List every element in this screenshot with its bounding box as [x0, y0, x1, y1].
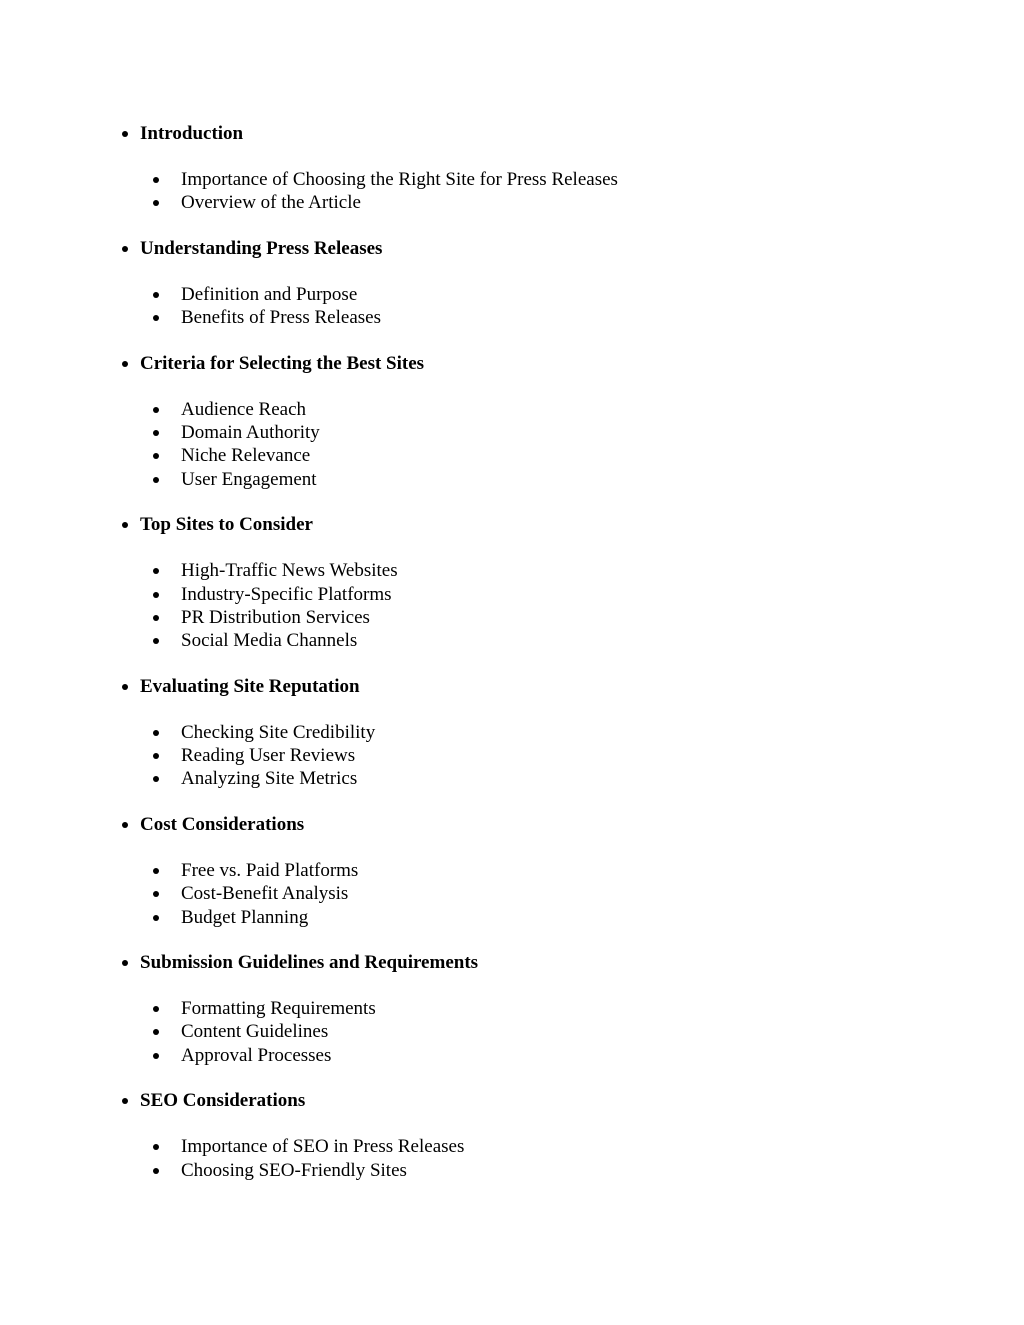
sub-list: [0, 997, 1024, 1067]
list-item: [0, 906, 1024, 929]
section-heading-text: Cost Considerations: [140, 813, 305, 835]
list-item: [0, 421, 1024, 444]
list-item-text: Approval Processes: [181, 1044, 332, 1066]
bullet-icon: [153, 177, 159, 183]
section-heading-text: Submission Guidelines and Requirements: [140, 952, 479, 974]
section-heading: [0, 951, 1024, 975]
bullet-icon: [153, 776, 159, 782]
list-item: [0, 1020, 1024, 1043]
sub-list: [0, 859, 1024, 929]
list-item: [0, 444, 1024, 467]
section-heading-text: Introduction: [140, 123, 244, 144]
list-item: [0, 559, 1024, 582]
section-heading: [0, 813, 1024, 837]
list-item: [0, 1135, 1024, 1158]
bullet-icon: [153, 1029, 159, 1035]
list-item: [0, 468, 1024, 491]
bullet-icon: [153, 915, 159, 921]
list-item: [0, 629, 1024, 652]
bullet-icon: [153, 753, 159, 759]
outline-section: [0, 951, 1024, 1067]
section-heading-text: Top Sites to Consider: [140, 514, 313, 536]
list-item-text: Audience Reach: [181, 398, 307, 420]
bullet-icon: [122, 522, 128, 528]
list-item-text: Definition and Purpose: [181, 283, 358, 305]
list-item-text: Analyzing Site Metrics: [181, 768, 358, 790]
list-item-text: PR Distribution Services: [181, 606, 370, 628]
list-item-text: User Engagement: [181, 468, 317, 490]
outline-section: [0, 1089, 1024, 1182]
list-item-text: High-Traffic News Websites: [181, 560, 398, 582]
section-heading-text: Understanding Press Releases: [140, 237, 383, 259]
list-item-text: Choosing SEO-Friendly Sites: [181, 1159, 407, 1181]
list-item: [0, 398, 1024, 421]
section-heading-text: Evaluating Site Reputation: [140, 675, 360, 697]
bullet-icon: [122, 1098, 128, 1104]
list-item: [0, 767, 1024, 790]
section-heading-text: SEO Considerations: [140, 1090, 306, 1112]
sub-list: [0, 168, 1024, 215]
bullet-icon: [153, 1006, 159, 1012]
list-item-text: Niche Relevance: [181, 445, 311, 467]
section-heading: [0, 237, 1024, 261]
sub-list: [0, 721, 1024, 791]
list-item-text: Benefits of Press Releases: [181, 307, 381, 329]
section-heading: [0, 352, 1024, 376]
list-item-text: Domain Authority: [181, 421, 320, 443]
bullet-icon: [153, 615, 159, 621]
outline-section: [0, 813, 1024, 929]
bullet-icon: [153, 730, 159, 736]
bullet-icon: [153, 1144, 159, 1150]
bullet-icon: [153, 1168, 159, 1174]
bullet-icon: [122, 822, 128, 828]
bullet-icon: [153, 200, 159, 206]
list-item: [0, 583, 1024, 606]
list-item-text: Reading User Reviews: [181, 745, 356, 767]
bullet-icon: [122, 960, 128, 966]
list-item-text: Checking Site Credibility: [181, 721, 376, 743]
outline-section: [0, 352, 1024, 492]
section-heading: [0, 1089, 1024, 1113]
list-item-text: Free vs. Paid Platforms: [181, 859, 359, 881]
outline-section: [0, 122, 1024, 215]
bullet-icon: [122, 246, 128, 252]
sub-list: [0, 559, 1024, 653]
bullet-icon: [153, 315, 159, 321]
bullet-icon: [153, 407, 159, 413]
bullet-icon: [153, 292, 159, 298]
outline-section: [0, 675, 1024, 791]
bullet-icon: [153, 868, 159, 874]
list-item: [0, 606, 1024, 629]
bullet-icon: [153, 453, 159, 459]
list-item: [0, 1159, 1024, 1182]
list-item-text: Cost-Benefit Analysis: [181, 883, 349, 905]
list-item: [0, 168, 1024, 191]
list-item-text: Budget Planning: [181, 906, 309, 928]
list-item: [0, 1044, 1024, 1067]
bullet-icon: [153, 430, 159, 436]
bullet-icon: [153, 891, 159, 897]
section-heading-text: Criteria for Selecting the Best Sites: [140, 352, 425, 374]
list-item: [0, 721, 1024, 744]
list-item: [0, 283, 1024, 306]
list-item: [0, 191, 1024, 214]
list-item: [0, 882, 1024, 905]
section-heading: [0, 122, 1024, 146]
list-item: [0, 859, 1024, 882]
section-heading: [0, 675, 1024, 699]
outline: [0, 122, 1024, 1182]
list-item: [0, 744, 1024, 767]
sub-list: [0, 398, 1024, 492]
section-heading: [0, 513, 1024, 537]
bullet-icon: [153, 592, 159, 598]
bullet-icon: [153, 638, 159, 644]
bullet-icon: [122, 131, 128, 137]
sub-list: [0, 283, 1024, 330]
outline-section: [0, 237, 1024, 330]
list-item-text: Overview of the Article: [181, 192, 361, 214]
list-item-text: Importance of Choosing the Right Site for Press Releases: [181, 169, 618, 190]
list-item-text: Formatting Requirements: [181, 998, 376, 1020]
bullet-icon: [153, 477, 159, 483]
list-item-text: Content Guidelines: [181, 1021, 329, 1043]
outline-section: [0, 513, 1024, 653]
list-item-text: Social Media Channels: [181, 630, 358, 652]
bullet-icon: [153, 568, 159, 574]
bullet-icon: [122, 361, 128, 367]
list-item-text: Industry-Specific Platforms: [181, 583, 392, 605]
sub-list: [0, 1135, 1024, 1182]
list-item: [0, 997, 1024, 1020]
bullet-icon: [122, 684, 128, 690]
list-item: [0, 306, 1024, 329]
list-item-text: Importance of SEO in Press Releases: [181, 1136, 465, 1158]
bullet-icon: [153, 1053, 159, 1059]
